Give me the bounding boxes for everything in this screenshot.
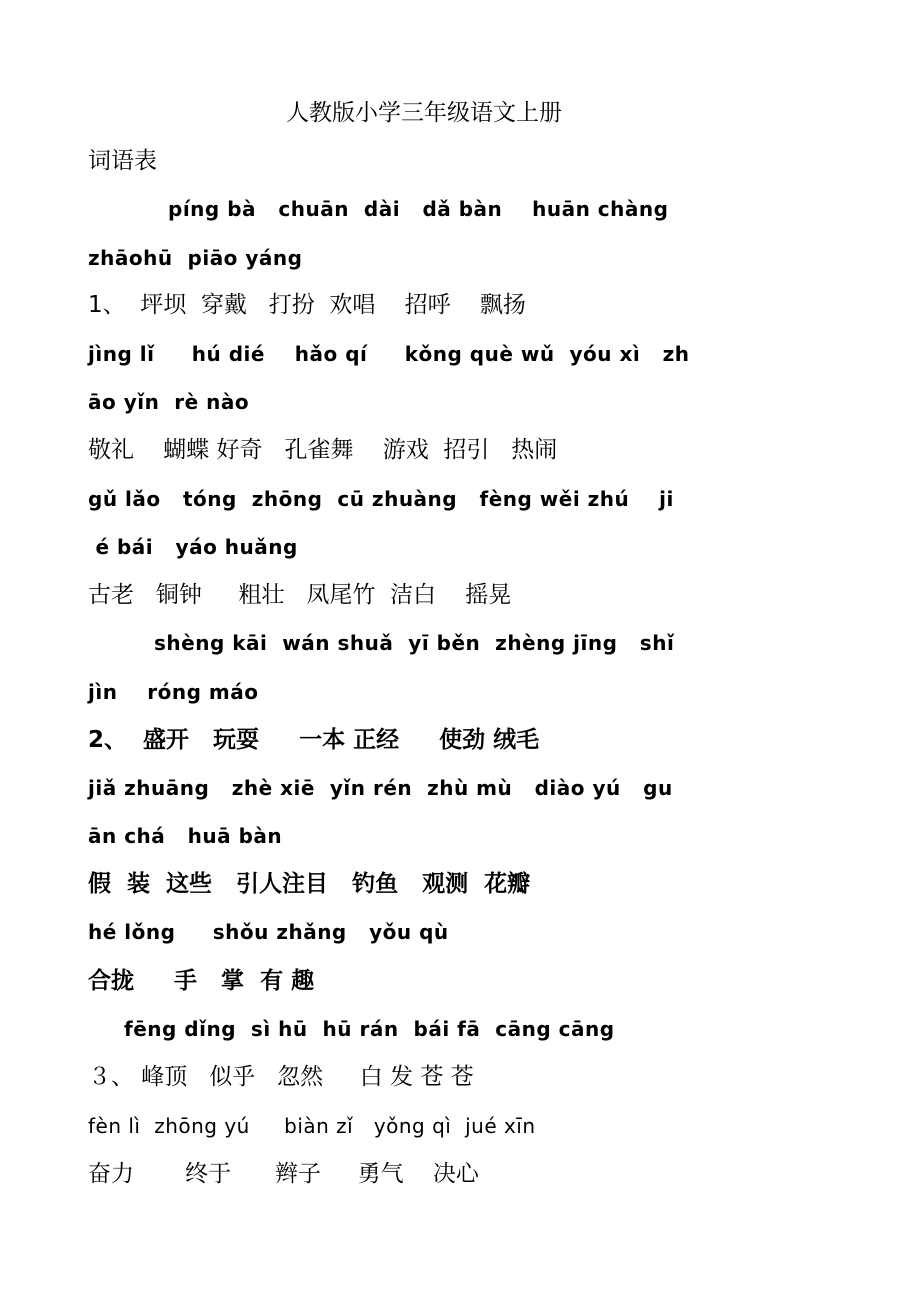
pinyin-line: é bái yáo huǎng [88, 535, 298, 559]
pinyin-line: jiǎ zhuāng zhè xiē yǐn rén zhù mù diào yú gu [88, 776, 673, 800]
pinyin-line: āo yǐn rè nào [88, 390, 250, 414]
pinyin-line: jìng lǐ hú dié hǎo qí kǒng què wǔ yóu xì zh [88, 342, 690, 366]
pinyin-line: gǔ lǎo tóng zhōng cū zhuàng fèng wěi zhú ji [88, 487, 674, 511]
document-title: 人教版小学三年级语文上册 [286, 100, 562, 126]
pinyin-line: hé lǒng shǒu zhǎng yǒu qù [88, 920, 449, 944]
pinyin-line: píng bà chuān dài dǎ bàn huān chàng [168, 197, 669, 221]
pinyin-line: jìn róng máo [88, 680, 259, 704]
vocabulary-line: 合拢 手 掌 有 趣 [88, 968, 315, 994]
vocabulary-line: 古老 铜钟 粗壮 凤尾竹 洁白 摇晃 [88, 582, 512, 608]
vocabulary-line: 奋力 终于 辫子 勇气 决心 [88, 1161, 479, 1187]
vocabulary-line: 1、 坪坝 穿戴 打扮 欢唱 招呼 飘扬 [88, 292, 526, 318]
pinyin-line: ān chá huā bàn [88, 824, 283, 848]
vocabulary-line: 敬礼 蝴蝶 好奇 孔雀舞 游戏 招引 热闹 [88, 437, 558, 463]
pinyin-line: fèn lì zhōng yú biàn zǐ yǒng qì jué xīn [88, 1114, 536, 1138]
pinyin-line: shèng kāi wán shuǎ yī běn zhèng jīng shǐ [154, 631, 675, 655]
section-heading: 词语表 [88, 148, 157, 174]
vocabulary-line: 2、 盛开 玩耍 一本 正经 使劲 绒毛 [88, 727, 540, 753]
pinyin-line: fēng dǐng sì hū hū rán bái fā cāng cāng [124, 1017, 615, 1041]
vocabulary-line: 假 装 这些 引人注目 钓鱼 观测 花瓣 [88, 871, 531, 897]
pinyin-line: zhāohū piāo yáng [88, 246, 303, 270]
vocabulary-line: ３、 峰顶 似乎 忽然 白 发 苍 苍 [88, 1064, 474, 1090]
